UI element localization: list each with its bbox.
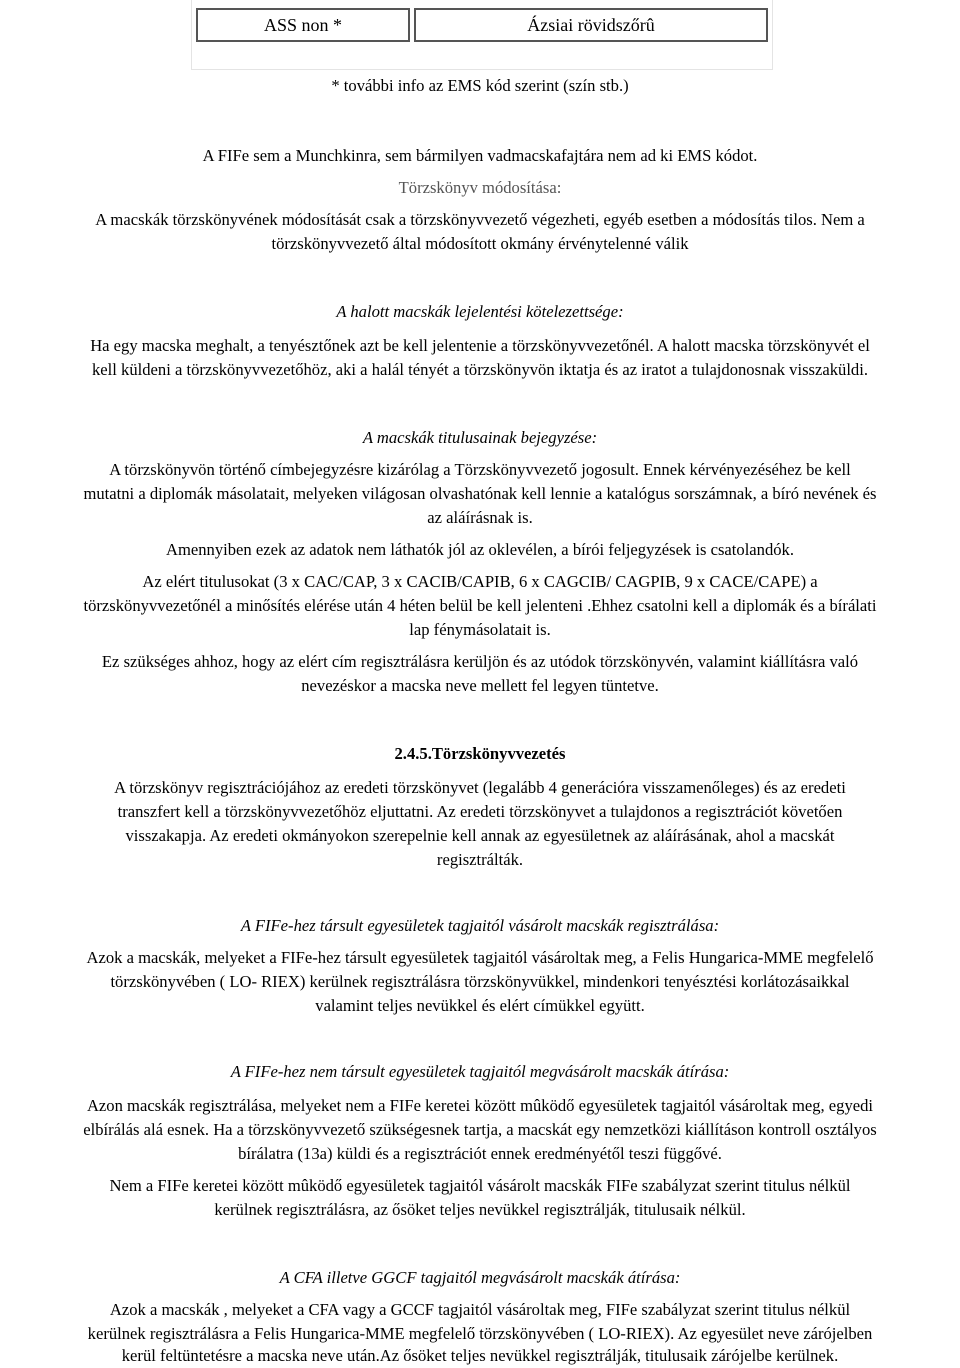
- section-heading: A FIFe-hez társult egyesületek tagjaitól vásárolt macskák regisztrálása:: [240, 916, 720, 935]
- paragraph-line: valamint teljes nevükkel és elért címükkel együtt.: [315, 996, 645, 1015]
- paragraph-line: kell küldeni a törzskönyvvezetőhöz, aki a halál tényét a törzskönyvön iktatja és az iratot a tulajdonosnak visszaküldi.: [92, 360, 868, 379]
- paragraph-line: az aláírásnak is.: [427, 508, 533, 527]
- paragraph-line: törzskönyvvezetőnél a minősítés elérése után 4 héten belül be kell jelenteni .Ehhez csatolni kell a diplomák és a bírálati: [83, 596, 877, 615]
- paragraph-line: Ez szükséges ahhoz, hogy az elért cím regisztrálásra kerüljön és az utódok törzskönyvén, valamint kiállításra való: [101, 652, 859, 671]
- paragraph-line: A törzskönyvön történő címbejegyzésre kizárólag a Törzskönyvvezető jogosult. Ennek kérvényezéséhez be kell: [109, 460, 851, 479]
- paragraph-line: Azon macskák regisztrálása, melyeket nem a FIFe keretei között mûködő egyesületek tagjaitól vásároltak meg, egyedi: [86, 1096, 874, 1115]
- section-heading: A CFA illetve GGCF tagjaitól megvásárolt macskák átírása:: [279, 1268, 681, 1287]
- paragraph-line: elbírálás alá esnek. Ha a törzskönyvvezető szükségesnek tartja, a macskát egy nemzetközi kiállításon kontroll osztályos: [83, 1120, 877, 1139]
- paragraph-line: A macskák törzskönyvének módosítását csak a törzskönyvvezető végezheti, egyéb esetben a módosítás tilos. Nem a: [95, 210, 865, 229]
- paragraph-line: nevezéskor a macska neve mellett fel legyen tüntetve.: [301, 676, 659, 695]
- paragraph-line: Ha egy macska meghalt, a tenyésztőnek azt be kell jelentenie a törzskönyvvezetőnél. A halott macska törzskönyvét el: [90, 336, 870, 355]
- paragraph-line: transzfert kell a törzskönyvvezetőhöz eljuttatni. Az eredeti törzskönyvet a tulajdonos a regisztrációt követően: [117, 802, 843, 821]
- section-heading: A macskák titulusainak bejegyzése:: [362, 428, 598, 447]
- paragraph-line: visszakapja. Az eredeti okmányokon szerepelnie kell annak az egyesületnek az aláírásának, ahol a macskát: [125, 826, 835, 845]
- paragraph-line: Azok a macskák , melyeket a CFA vagy a GCCF tagjaitól vásároltak meg, FIFe szabályzat szerint titulus nélkül: [109, 1300, 851, 1319]
- section-title: 2.4.5.Törzskönyvvezetés: [394, 744, 566, 763]
- paragraph-line: regisztrálták.: [436, 850, 524, 869]
- paragraph-line: Nem a FIFe keretei között mûködő egyesületek tagjaitól vásárolt macskák FIFe szabályzat szerint titulus nélkül: [109, 1176, 851, 1195]
- paragraph-line: kerülnek regisztrálásra a Felis Hungarica-MME megfelelő törzskönyvében ( LO-RIEX). Az egyesület neve zárójelben: [87, 1324, 873, 1343]
- paragraph-line: lap fénymásolatait is.: [409, 620, 551, 639]
- paragraph-line: A törzskönyv regisztrációjához az eredeti törzskönyvet (legalább 4 generációra visszamenőleges) és az eredeti: [114, 778, 846, 797]
- paragraph-line: Az elért titulusokat (3 x CAC/CAP, 3 x CACIB/CAPIB, 6 x CAGCIB/ CAGPIB, 9 x CACE/CAPE) a: [142, 572, 818, 591]
- paragraph-line: Azok a macskák, melyeket a FIFe-hez társult egyesületek tagjaitól vásároltak meg, a Felis Hungarica-MME megfelelő: [86, 948, 874, 967]
- paragraph-line: kerül feltüntetésre a macska neve után.Az ősöket teljes nevükkel regisztrálják, titulusaik zárójelbe kerülnek.: [121, 1346, 839, 1365]
- section-heading: A FIFe-hez nem társult egyesületek tagjaitól megvásárolt macskák átírása:: [230, 1062, 730, 1081]
- section-heading: Törzskönyv módosítása:: [398, 178, 562, 197]
- footnote: * további info az EMS kód szerint (szín stb.): [331, 76, 629, 95]
- section-heading: A halott macskák lejelentési kötelezettsége:: [336, 302, 624, 321]
- paragraph-line: kerülnek regisztrálásra, az ősöket teljes nevükkel regisztrálják, titulusaik nélkül.: [214, 1200, 746, 1219]
- paragraph-line: Amennyiben ezek az adatok nem láthatók jól az oklevélen, a bírói feljegyzések is csatolandók.: [165, 540, 795, 559]
- paragraph-line: törzskönyvében ( LO- RIEX) kerülnek regisztrálásra törzskönyvükkel, mindenkori tenyésztési korlátozásaikkal: [110, 972, 850, 991]
- paragraph-line: törzskönyvvezető által módosított okmány érvénytelenné válik: [271, 234, 689, 253]
- paragraph-line: mutatni a diplomák másolatait, melyeken világosan olvashatónak kell lennie a katalógus sorszámnak, a bíró nevének és: [83, 484, 877, 503]
- paragraph-line: A FIFe sem a Munchkinra, sem bármilyen vadmacskafajtára nem ad ki EMS kódot.: [202, 146, 758, 165]
- paragraph-line: bírálatra (13a) küldi és a regisztrációt ennek eredményétől teszi függővé.: [238, 1144, 722, 1163]
- table-cell-code: ASS non *: [196, 8, 410, 42]
- table-cell-breed: Ázsiai rövidszőrû: [414, 8, 768, 42]
